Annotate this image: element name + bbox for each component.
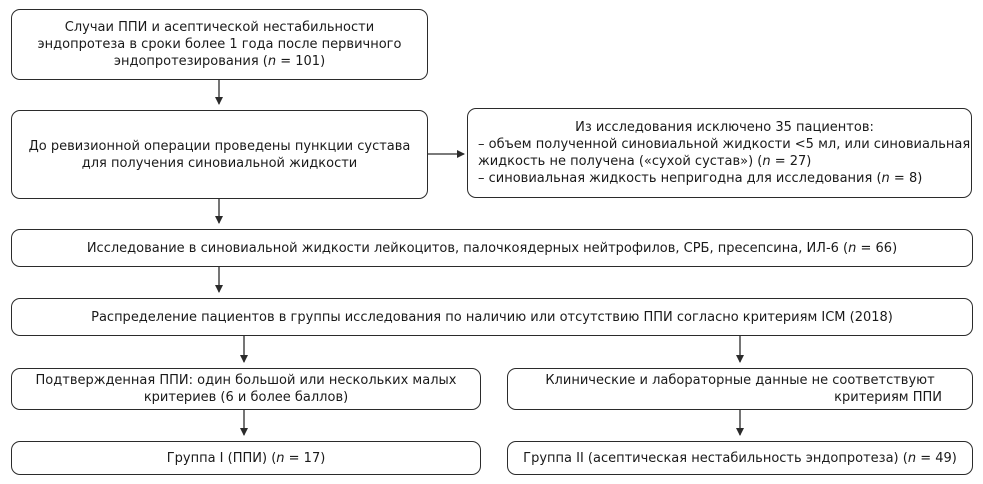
box8-text: Группа II (асептическая нестабильность эндопротеза) (n = 49) [523, 450, 957, 466]
box1-line1: Случаи ППИ и асептической нестабильности [64, 20, 375, 35]
box-group-2 [507, 441, 973, 475]
box4-text: Распределение пациентов в группы исследования по наличию или отсутствию ППИ согласно критериям ICM (2018) [91, 309, 893, 325]
box2-line1: До ревизионной операции проведены пункции сустава [28, 138, 411, 154]
box-excluded-patients [467, 108, 972, 198]
box-confirmed-ppi [11, 368, 481, 410]
box-group-1 [11, 441, 481, 475]
box5-line2: критериев (6 и более баллов) [143, 390, 349, 405]
box1-line2: эндопротеза в сроки более 1 года после первичного [37, 37, 402, 52]
excluded-item1-line1: – объем полученной синовиальной жидкости <5 мл, или синовиальная [478, 137, 971, 152]
box6-line1: Клинические и лабораторные данные не соответствуют [545, 373, 935, 388]
excluded-title: Из исследования исключено 35 пациентов: [575, 120, 874, 135]
box7-text: Группа I (ППИ) (n = 17) [166, 450, 326, 466]
box-joint-puncture [11, 110, 428, 199]
box5-line1: Подтвержденная ППИ: один большой или нескольких малых [35, 373, 457, 388]
box-synovial-analysis [11, 229, 973, 267]
box6-line2: критериям ППИ [834, 390, 942, 405]
excluded-item1-line2: жидкость не получена («сухой сустав») (n = 27) [478, 154, 812, 169]
excluded-item2: – синовиальная жидкость непригодна для исследования (n = 8) [478, 171, 923, 186]
box-group-distribution [11, 298, 973, 336]
box-initial-cases [11, 9, 428, 80]
box1-line3: эндопротезирования (n = 101) [113, 54, 326, 69]
box3-text: Исследование в синовиальной жидкости лейкоцитов, палочкоядерных нейтрофилов, СРБ, пресепсина, ИЛ-6 (n = 66) [86, 240, 898, 256]
box2-line2: для получения синовиальной жидкости [81, 155, 358, 171]
box-not-matching-criteria [507, 368, 973, 410]
